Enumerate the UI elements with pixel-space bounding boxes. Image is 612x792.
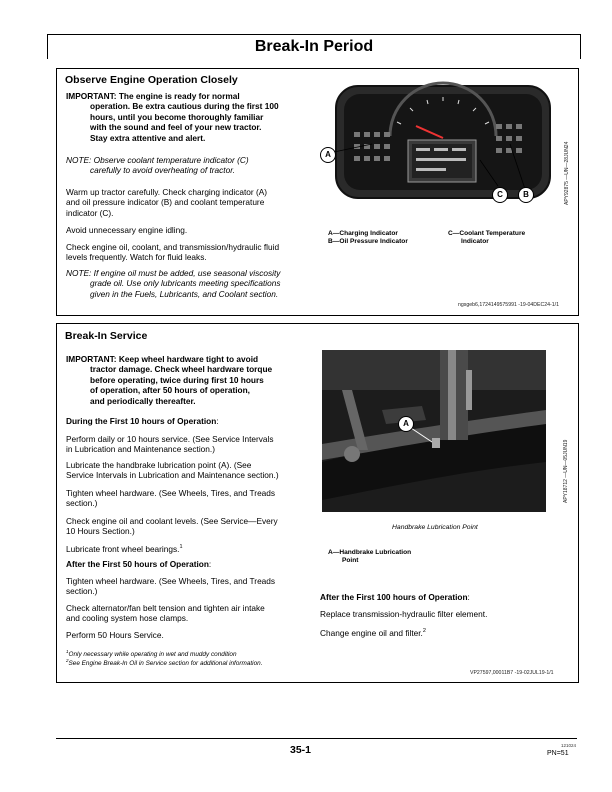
- item-wheel-hardware: [66, 488, 316, 509]
- text-line: given in the Fuels, Lubricants, and Coolant section.: [90, 288, 279, 299]
- text-line: and oil pressure indicator (B) and coolant temperature: [66, 197, 265, 208]
- figure-id: APY18712 —UN—05JUN19: [563, 439, 569, 503]
- text-line: tractor damage. Check wheel hardware torque: [90, 364, 273, 375]
- text-line: NOTE: Observe coolant temperature indicator (C): [66, 155, 249, 165]
- heading-text: After the First 100 hours of Operation: [320, 592, 468, 602]
- footnote-ref: 2: [422, 628, 426, 634]
- item-wheel-hardware-50: [66, 576, 316, 597]
- text-line: Tighten wheel hardware. (See Wheels, Tires, and Treads: [66, 576, 276, 586]
- legend-a: A—Charging Indicator: [328, 230, 398, 237]
- item-wheel-bearings: [66, 542, 183, 554]
- page-title-box: [47, 34, 581, 59]
- text-line: Perform daily or 10 hours service. (See Service Intervals: [66, 434, 274, 444]
- text-line: levels frequently. Watch for fluid leaks.: [66, 252, 207, 263]
- page-number: 35-1: [290, 744, 312, 756]
- legend-b: B—Oil Pressure Indicator: [328, 238, 408, 245]
- note-coolant: [66, 155, 316, 176]
- text-line: operation. Be extra cautious during the first 100: [90, 101, 279, 112]
- item-daily-service: [66, 434, 316, 455]
- text-line: of operation, after 50 hours of operation,: [90, 385, 250, 396]
- footer-code: 121024: [561, 743, 577, 748]
- item-engine-oil-coolant: [66, 516, 316, 537]
- text-line: IMPORTANT: The engine is ready for normal: [66, 91, 240, 101]
- text-line: grade oil. Use only lubricants meeting specifications: [90, 278, 281, 289]
- footnote-mark: 1: [66, 649, 69, 654]
- text-line: before operating, twice during first 10 hours: [90, 374, 264, 385]
- footnote-ref: 1: [179, 544, 183, 550]
- footnote-mark: 2: [66, 658, 69, 663]
- heading-first-50-hours: [66, 559, 211, 569]
- text-line: carefully to avoid overheating of tractor.: [90, 165, 235, 176]
- reference-code: VP27597,00011B7 -19-02JUL19-1/1: [470, 670, 554, 676]
- section-title: Break-In Service: [65, 330, 148, 342]
- heading-text: After the First 50 hours of Operation: [66, 559, 209, 569]
- important-wheel-hardware: [66, 354, 316, 406]
- text-line: Check alternator/fan belt tension and tighten air intake: [66, 603, 265, 613]
- footer-rule: [56, 738, 577, 739]
- handbrake-photo: [322, 350, 546, 512]
- text-line: Lubricate the handbrake lubrication point (A). (See: [66, 460, 252, 470]
- callout-a: A: [320, 147, 336, 163]
- text-line: indicator (C).: [66, 207, 114, 218]
- text-line: Check engine oil, coolant, and transmission/hydraulic fluid: [66, 242, 280, 252]
- text-line: section.): [66, 586, 98, 597]
- text-line: hours, until you become thoroughly familiar: [90, 111, 264, 122]
- text-line: with the sound and feel of your new tractor.: [90, 122, 262, 133]
- footnote-2: [66, 657, 262, 669]
- text-line: section.): [66, 498, 98, 509]
- text-line: Warm up tractor carefully. Check charging indicator (A): [66, 187, 268, 197]
- text-line: IMPORTANT: Keep wheel hardware tight to avoid: [66, 354, 259, 364]
- heading-colon: :: [208, 559, 212, 569]
- text-line: Service Intervals in Lubrication and Maintenance section.): [66, 470, 279, 481]
- paragraph-levels: [66, 242, 316, 263]
- item-handbrake: [66, 460, 316, 481]
- paragraph-idling: Avoid unnecessary engine idling.: [66, 225, 188, 235]
- legend-c-cont: Indicator: [461, 238, 489, 245]
- item-text: Change engine oil and filter.: [320, 627, 423, 638]
- text-line: and cooling system hose clamps.: [66, 613, 189, 624]
- heading-first-10-hours: [66, 416, 219, 426]
- heading-first-100-hours: [320, 592, 470, 602]
- figure-caption: Handbrake Lubrication Point: [392, 524, 478, 531]
- item-belt-tension: [66, 603, 316, 624]
- section-title: Observe Engine Operation Closely: [65, 74, 238, 86]
- callout-b: B: [518, 187, 534, 203]
- text-line: in Lubrication and Maintenance section.): [66, 444, 215, 455]
- text-line: Check engine oil and coolant levels. (See Service—Every: [66, 516, 278, 526]
- legend-a: A—Handbrake Lubrication: [328, 549, 412, 556]
- footnote-text: See Engine Break-In Oil in Service section for additional information.: [68, 660, 263, 668]
- legend-a-cont: Point: [342, 557, 359, 564]
- text-line: 10 Hours Section.): [66, 526, 135, 537]
- paragraph-warmup: [66, 187, 316, 218]
- callout-c: C: [492, 187, 508, 203]
- item-text: Lubricate front wheel bearings.: [66, 543, 180, 554]
- text-line: Stay extra attentive and alert.: [90, 132, 206, 143]
- heading-colon: :: [216, 416, 219, 426]
- item-oil-filter: [320, 626, 426, 638]
- item-transmission-filter: Replace transmission-hydraulic filter element.: [320, 609, 488, 619]
- page-title: Break-In Period: [254, 38, 374, 55]
- footnote-text: Only necessary while operating in wet and muddy condition: [68, 651, 237, 659]
- text-line: and periodically thereafter.: [90, 395, 196, 406]
- text-line: Tighten wheel hardware. (See Wheels, Tires, and Treads: [66, 488, 276, 498]
- text-line: NOTE: If engine oil must be added, use seasonal viscosity: [66, 268, 281, 278]
- callout-a: A: [398, 416, 414, 432]
- heading-colon: :: [467, 592, 470, 602]
- item-50-hours-service: Perform 50 Hours Service.: [66, 630, 164, 640]
- heading-text: During the First 10 hours of Operation: [66, 416, 217, 426]
- page-pn: PN=51: [547, 750, 569, 757]
- reference-code: ngsgeb6,1724149575991 -19-04DEC24-1/1: [458, 302, 559, 308]
- note-engine-oil: [66, 268, 316, 299]
- figure-id: APY92875 —UN—28JUN24: [564, 141, 570, 205]
- legend-c: C—Coolant Temperature: [448, 230, 526, 237]
- important-note: [66, 91, 316, 143]
